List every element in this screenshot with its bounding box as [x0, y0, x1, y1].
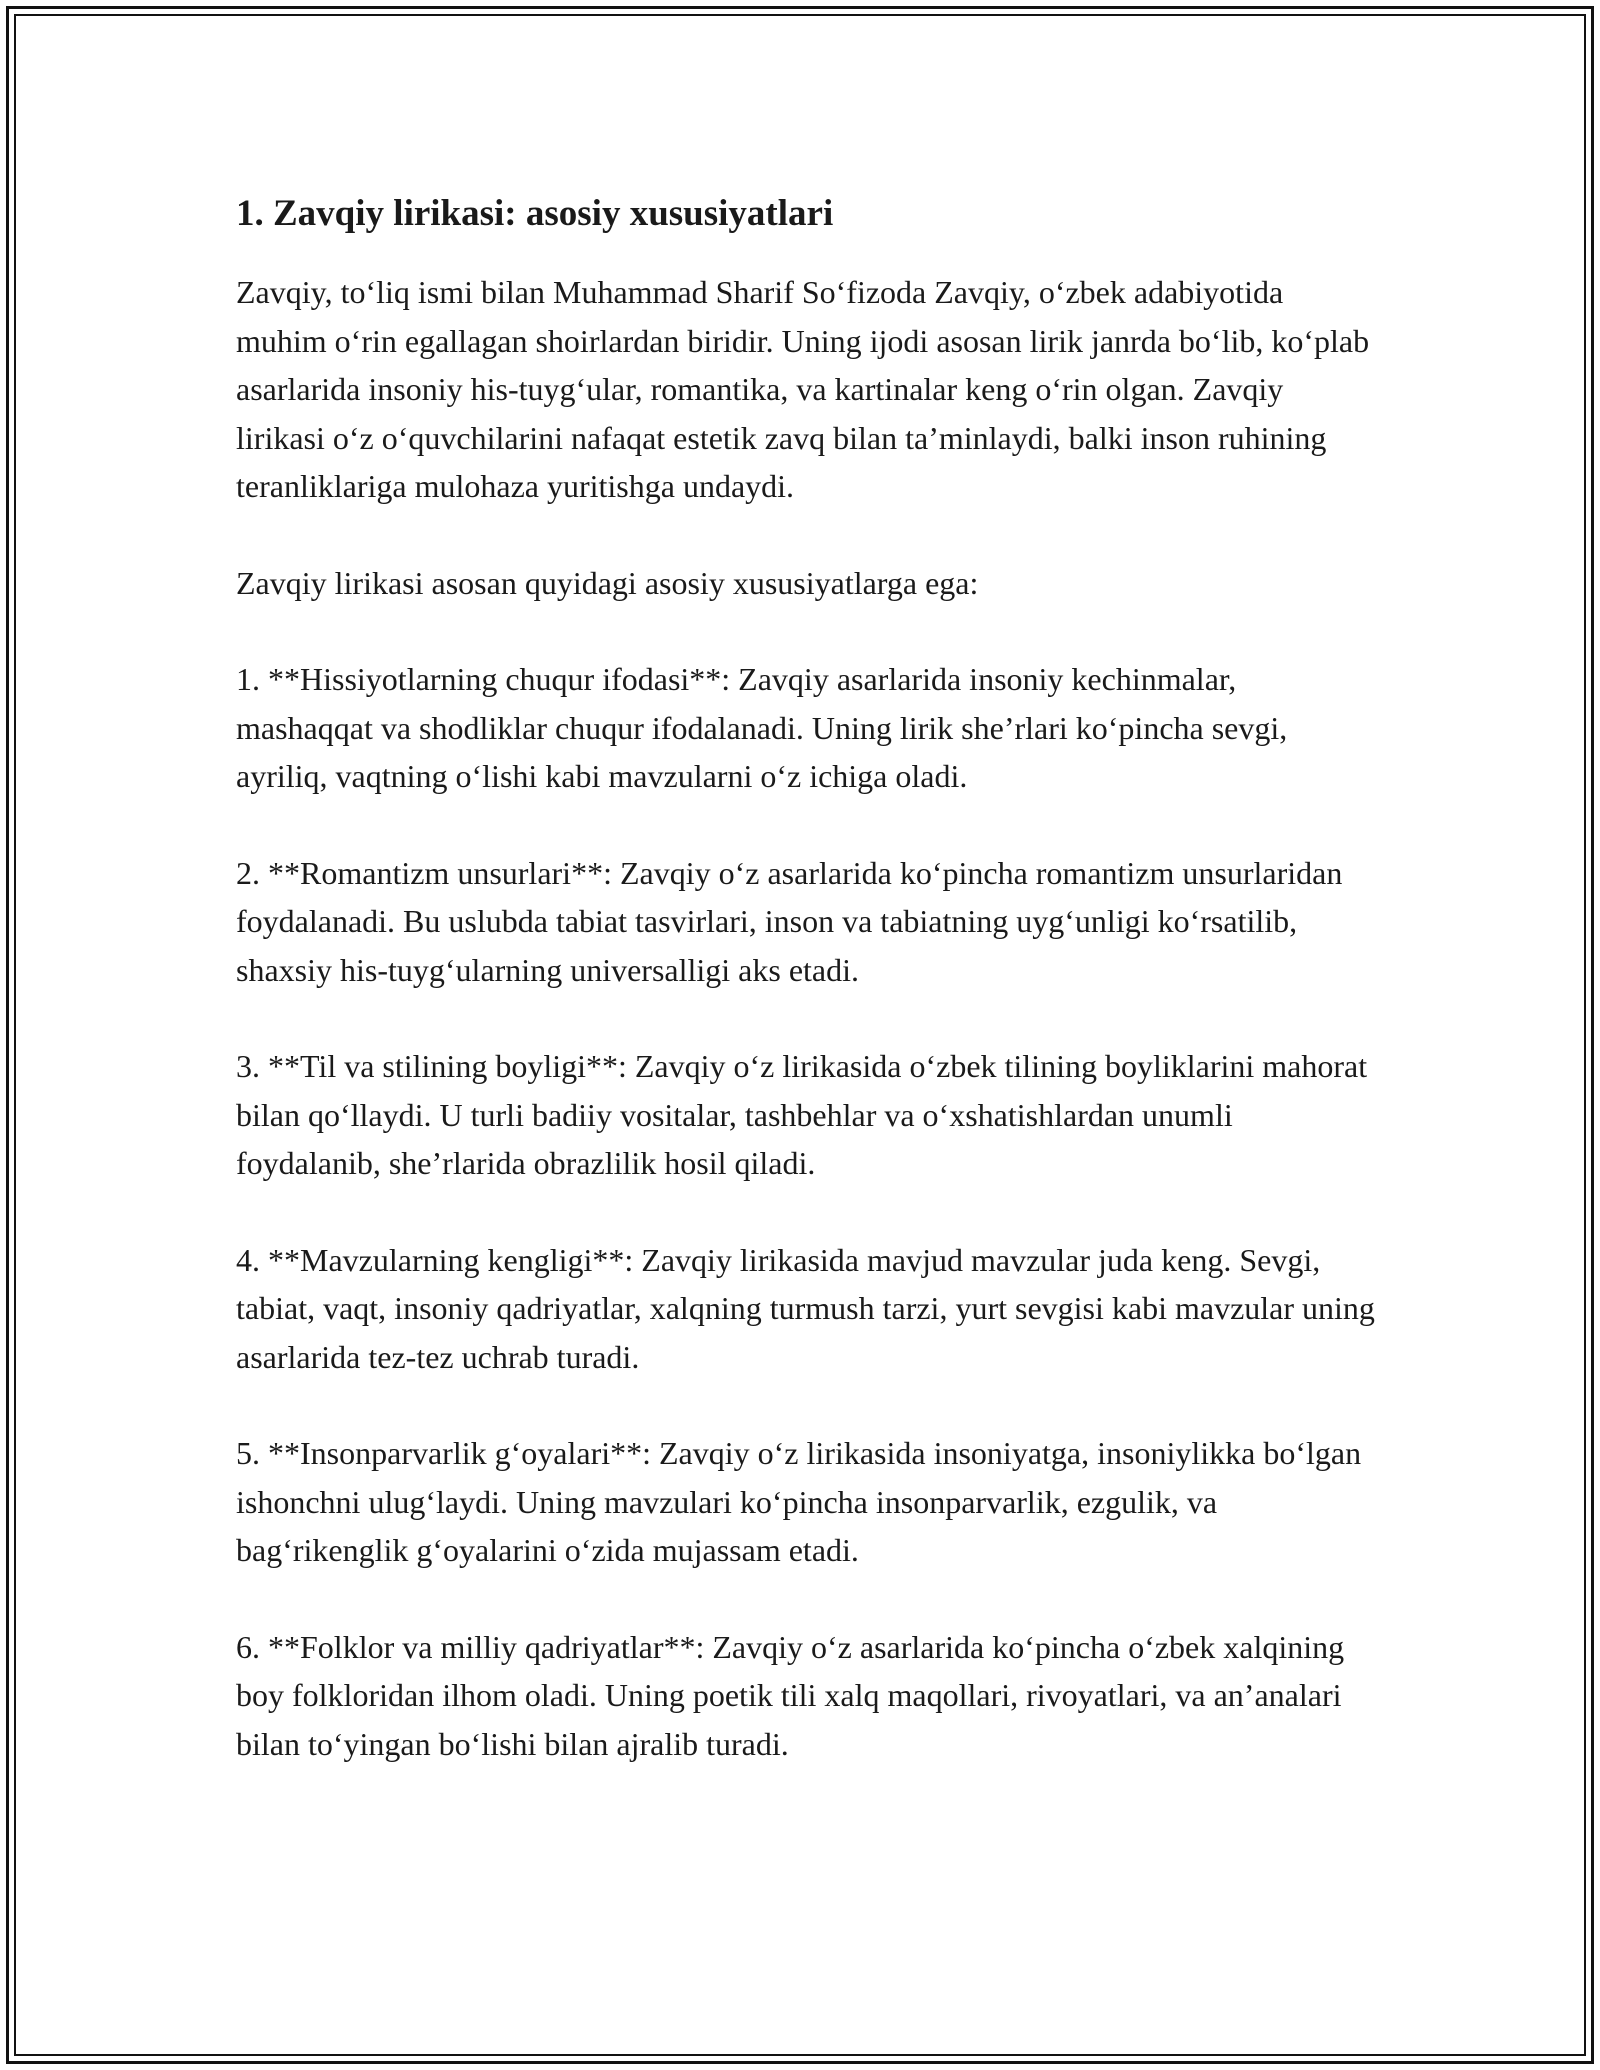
- list-item: 6. **Folklor va milliy qadriyatlar**: Zavqiy o‘z asarlarida ko‘pincha o‘zbek xalqining boy folkloridan ilhom oladi. Uning poetik tili xalq maqollari, rivoyatlari, va an’analari bilan to‘yingan bo‘lishi bilan ajralib turadi.: [236, 1628, 1345, 1762]
- list-item: 2. **Romantizm unsurlari**: Zavqiy o‘z asarlarida ko‘pincha romantizm unsurlaridan foydalanadi. Bu uslubda tabiat tasvirlari, inson va tabiatning uyg‘unligi ko‘rsatilib, shaxsiy his-tuyg‘ularning universalligi aks etadi.: [236, 854, 1343, 988]
- list-item: 4. **Mavzularning kengligi**: Zavqiy lirikasida mavjud mavzular juda keng. Sevgi, tabiat, vaqt, insoniy qadriyatlar, xalqning turmush tarzi, yurt sevgisi kabi mavzular uning asarlarida tez-tez uchrab turadi.: [236, 1241, 1375, 1375]
- intro-paragraph: Zavqiy, to‘liq ismi bilan Muhammad Sharif So‘fizoda Zavqiy, o‘zbek adabiyotida muhim o‘rin egallagan shoirlardan biridir. Uning ijodi asosan lirik janrda bo‘lib, ko‘plab asarlarida insoniy his-tuyg‘ular, romantika, va kartinalar keng o‘rin olgan. Zavqiy lirikasi o‘z o‘quvchilarini nafaqat estetik zavq bilan ta’minlaydi, balki inson ruhining teranliklariga mulohaza yuritishga undaydi.: [236, 274, 1370, 504]
- document-body: [236, 190, 1376, 1816]
- list-item: 1. **Hissiyotlarning chuqur ifodasi**: Zavqiy asarlarida insoniy kechinmalar, mashaqqat va shodliklar chuqur ifodalanadi. Uning lirik she’rlari ko‘pincha sevgi, ayriliq, vaqtning o‘lishi kabi mavzularni o‘z ichiga oladi.: [236, 661, 1288, 794]
- list-item: 5. **Insonparvarlik g‘oyalari**: Zavqiy o‘z lirikasida insoniyatga, insoniylikka bo‘lgan ishonchni ulug‘laydi. Uning mavzulari ko‘pincha insonparvarlik, ezgulik, va bag‘rikenglik g‘oyalarini o‘zida mujassam etadi.: [236, 1435, 1362, 1568]
- list-item: 3. **Til va stilining boyligi**: Zavqiy o‘z lirikasida o‘zbek tilining boyliklarini mahorat bilan qo‘llaydi. U turli badiiy vositalar, tashbehlar va o‘xshatishlardan unumli foydalanib, she’rlarida obrazlilik hosil qiladi.: [236, 1048, 1368, 1181]
- lead-paragraph: Zavqiy lirikasi asosan quyidagi asosiy xususiyatlarga ega:: [236, 564, 979, 601]
- document-title: 1. Zavqiy lirikasi: asosiy xususiyatlari: [236, 193, 834, 234]
